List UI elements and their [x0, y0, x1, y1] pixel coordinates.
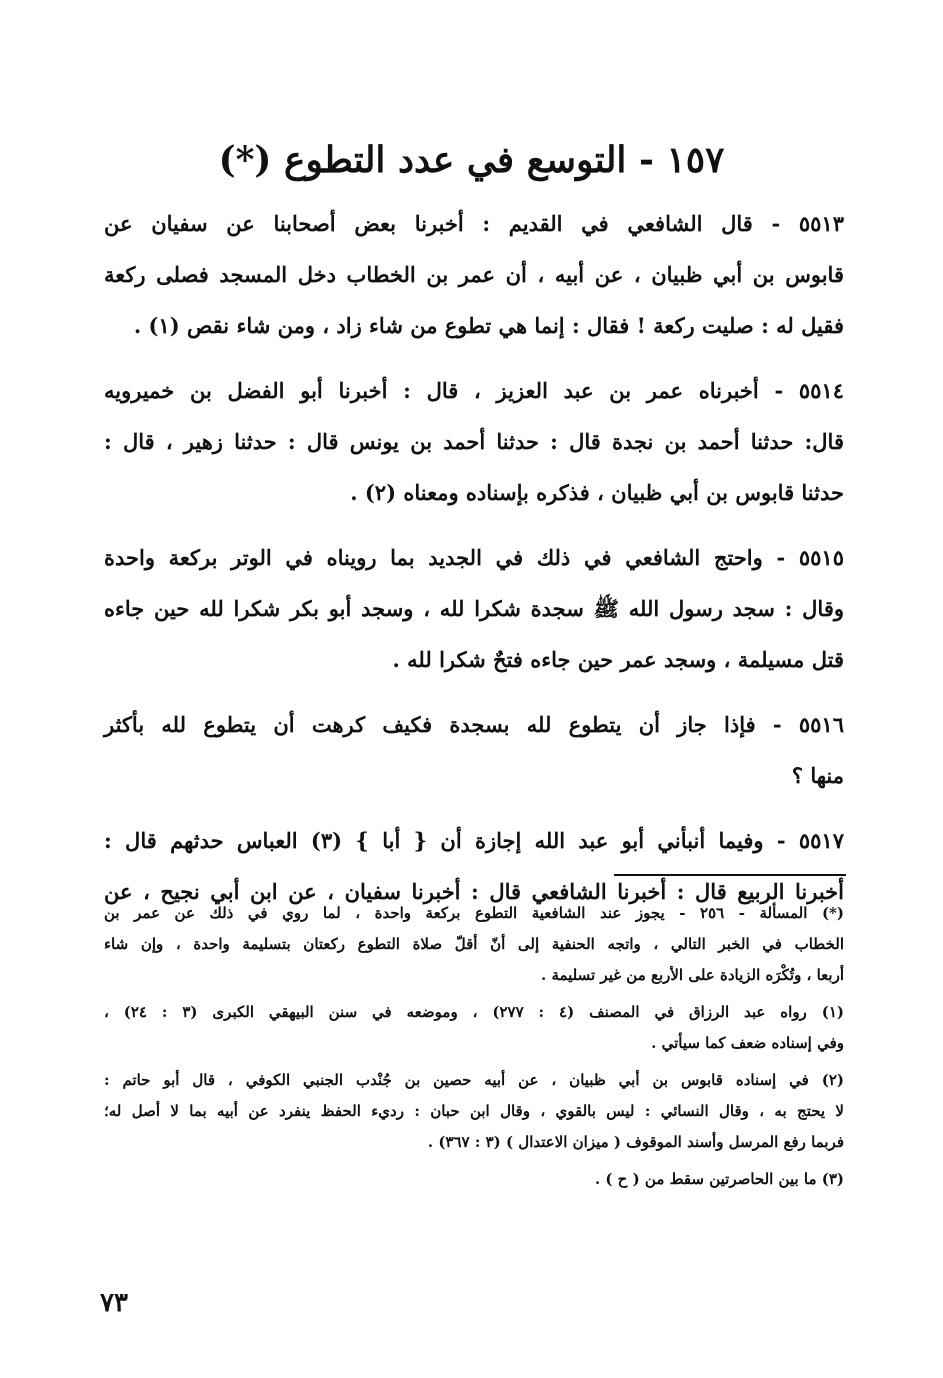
footnote-line: (*) المسألة - ٢٥٦ - يجوز عند الشافعية التطوع بركعة واحدة ، لما روي في ذلك عن عمر بن — [104, 904, 844, 922]
footnote-2 — [104, 1065, 844, 1158]
footnote-line: (٣) ما بين الحاصرتين سقط من ( ح ) . — [594, 1170, 844, 1188]
footnotes — [104, 898, 844, 1201]
paragraph-5516 — [104, 699, 844, 801]
text-line: وقال : سجد رسول الله ﷺ سجدة شكرا لله ، وسجد أبو بكر شكرا لله حين جاءه — [104, 596, 844, 621]
footnote-line: وفي إسناده ضعف كما سيأتي . — [651, 1034, 844, 1052]
text-line: فقيل له : صليت ركعة ! فقال : إنما هي تطوع من شاء زاد ، ومن شاء نقص (١) . — [133, 313, 844, 338]
page-number: ٧٣ — [100, 1288, 128, 1318]
text-line: ٥٥١٦ - فإذا جاز أن يتطوع لله بسجدة فكيف كرهت أن يتطوع لله بأكثر — [104, 712, 844, 737]
section-title: ١٥٧ - التوسع في عدد التطوع (*) — [218, 139, 725, 181]
text-line: ٥٥١٥ - واحتج الشافعي في ذلك في الجديد بما رويناه في الوتر بركعة واحدة — [104, 545, 844, 570]
footnote-line: الخطاب في الخبر التالي ، واتجه الحنفية إلى أنّ أقلّ صلاة التطوع ركعتان بتسليمة واحدة ، وإن شاء — [104, 935, 844, 953]
text-line: ٥٥١٣ - قال الشافعي في القديم : أخبرنا بعض أصحابنا عن سفيان عن — [104, 211, 844, 236]
footnote-line: لا يحتج به ، وقال النسائي : ليس بالقوي ، وقال ابن حبان : رديء الحفظ ينفرد عن أبيه بما لا أصل له؛ — [104, 1102, 844, 1120]
paragraph-5513 — [104, 198, 844, 351]
footnote-1 — [104, 997, 844, 1059]
text-line: قال: حدثنا أحمد بن نجدة قال : حدثنا أحمد بن يونس قال : حدثنا زهير ، قال : — [104, 429, 844, 454]
footnote-star — [104, 898, 844, 991]
footnote-3 — [104, 1164, 844, 1195]
paragraph-5515 — [104, 532, 844, 685]
text-line: ٥٥١٤ - أخبرناه عمر بن عبد العزيز ، قال : أخبرنا أبو الفضل بن خميرويه — [104, 378, 844, 403]
paragraph-5514 — [104, 365, 844, 518]
text-line: قابوس بن أبي ظبيان ، عن أبيه ، أن عمر بن الخطاب دخل المسجد فصلى ركعة — [104, 262, 844, 287]
footnote-line: (٢) في إسناده قابوس بن أبي ظبيان ، عن أبيه حصين بن جُنْدب الجنبي الكوفي ، قال أبو حاتم : — [104, 1071, 844, 1089]
text-line: ٥٥١٧ - وفيما أنبأني أبو عبد الله إجازة أن { أبا } (٣) العباس حدثهم قال : — [104, 828, 844, 853]
footnote-line: (١) رواه عبد الرزاق في المصنف (٤ : ٢٧٧) ، وموضعه في سنن البيهقي الكبرى (٣ : ٢٤) ، — [104, 1003, 844, 1021]
text-line: قتل مسيلمة ، وسجد عمر حين جاءه فتحٌ شكرا لله . — [392, 647, 844, 672]
text-line: أخبرنا الربيع قال : أخبرنا الشافعي قال : أخبرنا سفيان ، عن ابن أبي نجيح ، عن — [104, 879, 844, 904]
footnote-line: فربما رفع المرسل وأسند الموقوف ( ميزان الاعتدال ) (٣ : ٣٦٧) . — [427, 1133, 844, 1151]
main-text — [104, 198, 844, 931]
text-line: حدثنا قابوس بن أبي ظبيان ، فذكره بإسناده ومعناه (٢) . — [350, 480, 844, 505]
footnote-divider — [614, 874, 846, 876]
footnote-line: أربعا ، وتُكْرَه الزيادة على الأربع من غير تسليمة . — [541, 966, 844, 984]
text-line: منها ؟ — [791, 763, 844, 788]
